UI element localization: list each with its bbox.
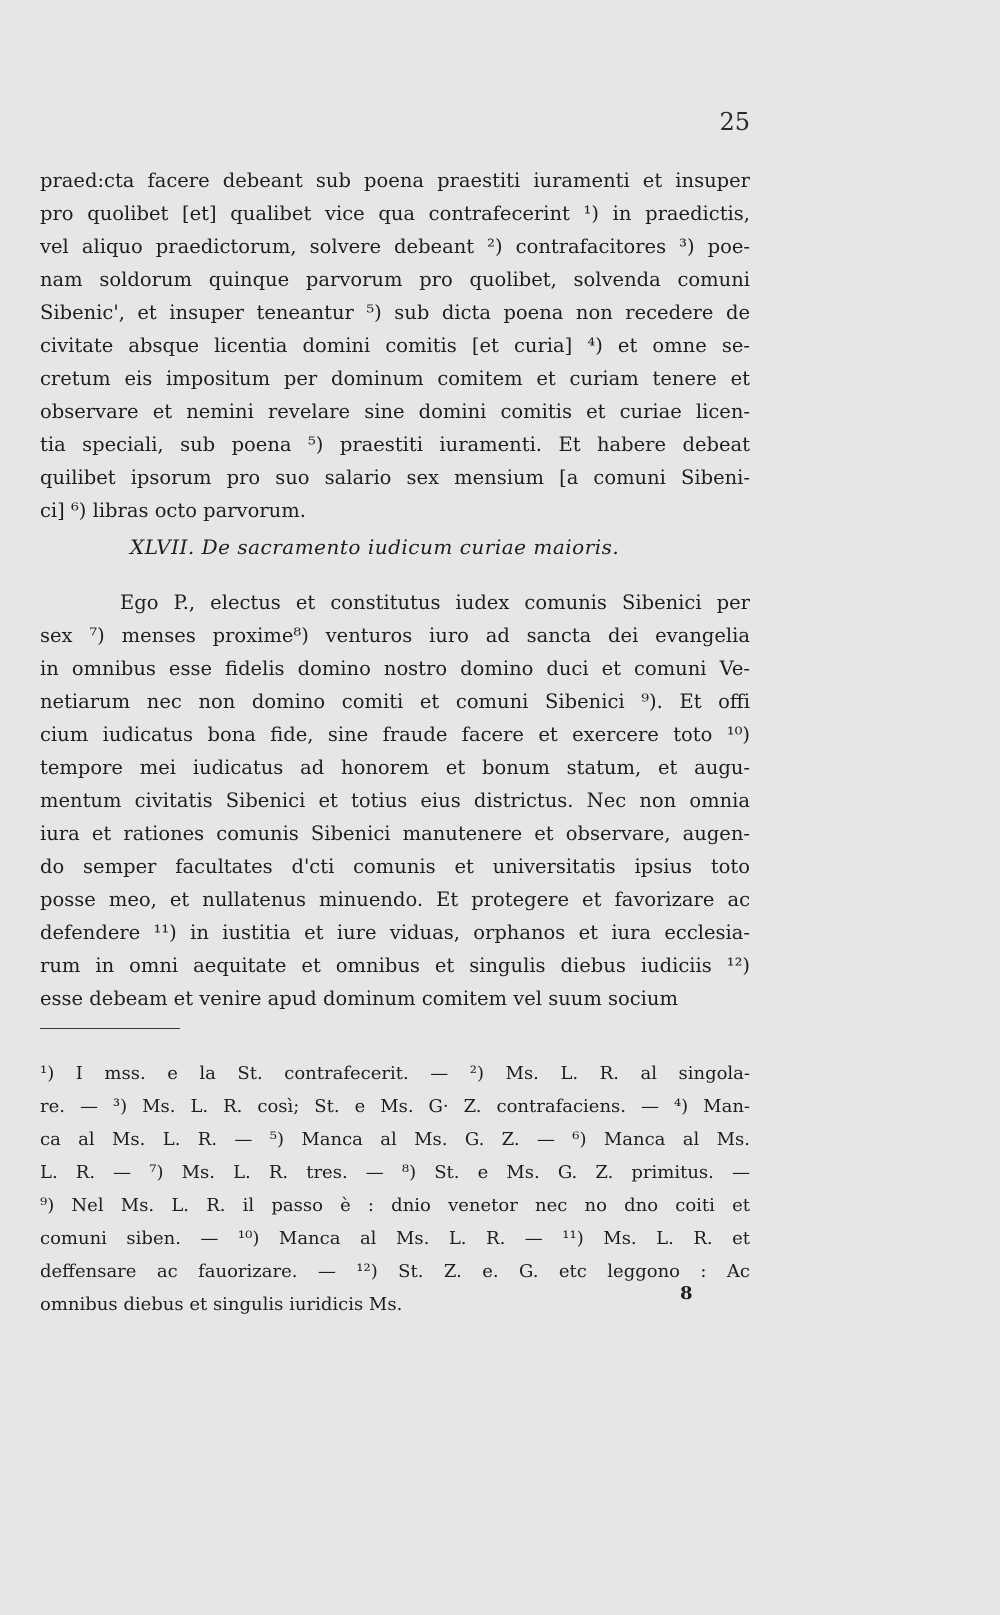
text-line: quilibet ipsorum pro suo salario sex mensium [a comuni Sibeni- (40, 466, 750, 489)
text-line: posse meo, et nullatenus minuendo. Et protegere et favorizare ac (40, 888, 750, 911)
text-line: sex ⁷) menses proxime⁸) venturos iuro ad sancta dei evangelia (40, 624, 750, 647)
text-line: iura et rationes comunis Sibenici manutenere et observare, augen- (40, 822, 750, 845)
page-number: 25 (719, 108, 750, 136)
body-text-section-2 (40, 586, 750, 1015)
footnote-line: comuni siben. — ¹⁰) Manca al Ms. L. R. — ¹¹) Ms. L. R. et (40, 1228, 750, 1249)
text-line: tempore mei iudicatus ad honorem et bonum statum, et augu- (40, 756, 750, 779)
text-line: civitate absque licentia domini comitis [et curia] ⁴) et omne se- (40, 334, 750, 357)
text-line: esse debeam et venire apud dominum comitem vel suum socium (40, 987, 678, 1010)
text-line: Ego P., electus et constitutus iudex comunis Sibenici per (120, 591, 750, 614)
text-line: mentum civitatis Sibenici et totius eius districtus. Nec non omnia (40, 789, 750, 812)
footnote-separator (40, 1028, 180, 1029)
text-line: tia speciali, sub poena ⁵) praestiti iuramenti. Et habere debeat (40, 433, 750, 456)
body-text-section-1 (40, 164, 750, 527)
text-line: cium iudicatus bona fide, sine fraude facere et exercere toto ¹⁰) (40, 723, 750, 746)
chapter-heading: XLVII. De sacramento iudicum curiae maioris. (130, 535, 620, 559)
text-line: defendere ¹¹) in iustitia et iure viduas, orphanos et iura ecclesia- (40, 921, 750, 944)
text-line: vel aliquo praedictorum, solvere debeant ²) contrafacitores ³) poe- (40, 235, 750, 258)
text-line: rum in omni aequitate et omnibus et singulis diebus iudiciis ¹²) (40, 954, 750, 977)
footnote-line: re. — ³) Ms. L. R. così; St. e Ms. G· Z. contrafaciens. — ⁴) Man- (40, 1096, 750, 1117)
text-line: ci] ⁶) libras octo parvorum. (40, 499, 306, 522)
text-line: praed:cta facere debeant sub poena praestiti iuramenti et insuper (40, 169, 750, 192)
footnote-line: ⁹) Nel Ms. L. R. il passo è : dnio venetor nec no dno coiti et (40, 1195, 750, 1216)
footnote-line: omnibus diebus et singulis iuridicis Ms. (40, 1294, 403, 1315)
footnote-line: L. R. — ⁷) Ms. L. R. tres. — ⁸) St. e Ms. G. Z. primitus. — (40, 1162, 750, 1183)
text-line: do semper facultates d'cti comunis et universitatis ipsius toto (40, 855, 750, 878)
text-line: Sibenic', et insuper teneantur ⁵) sub dicta poena non recedere de (40, 301, 750, 324)
text-line: pro quolibet [et] qualibet vice qua contrafecerint ¹) in praedictis, (40, 202, 750, 225)
text-line: netiarum nec non domino comiti et comuni Sibenici ⁹). Et offi (40, 690, 750, 713)
footnote-line: deffensare ac fauorizare. — ¹²) St. Z. e. G. etc leggono : Ac (40, 1261, 750, 1282)
footnote-line: ca al Ms. L. R. — ⁵) Manca al Ms. G. Z. — ⁶) Manca al Ms. (40, 1129, 750, 1150)
text-line: in omnibus esse fidelis domino nostro domino duci et comuni Ve- (40, 657, 750, 680)
text-line: nam soldorum quinque parvorum pro quolibet, solvenda comuni (40, 268, 750, 291)
footnote-line: ¹) I mss. e la St. contrafecerit. — ²) Ms. L. R. al singola- (40, 1063, 750, 1084)
text-line: cretum eis impositum per dominum comitem et curiam tenere et (40, 367, 750, 390)
footnotes (40, 1057, 750, 1321)
text-line: observare et nemini revelare sine domini comitis et curiae licen- (40, 400, 750, 423)
signature-mark: 8 (680, 1283, 693, 1304)
